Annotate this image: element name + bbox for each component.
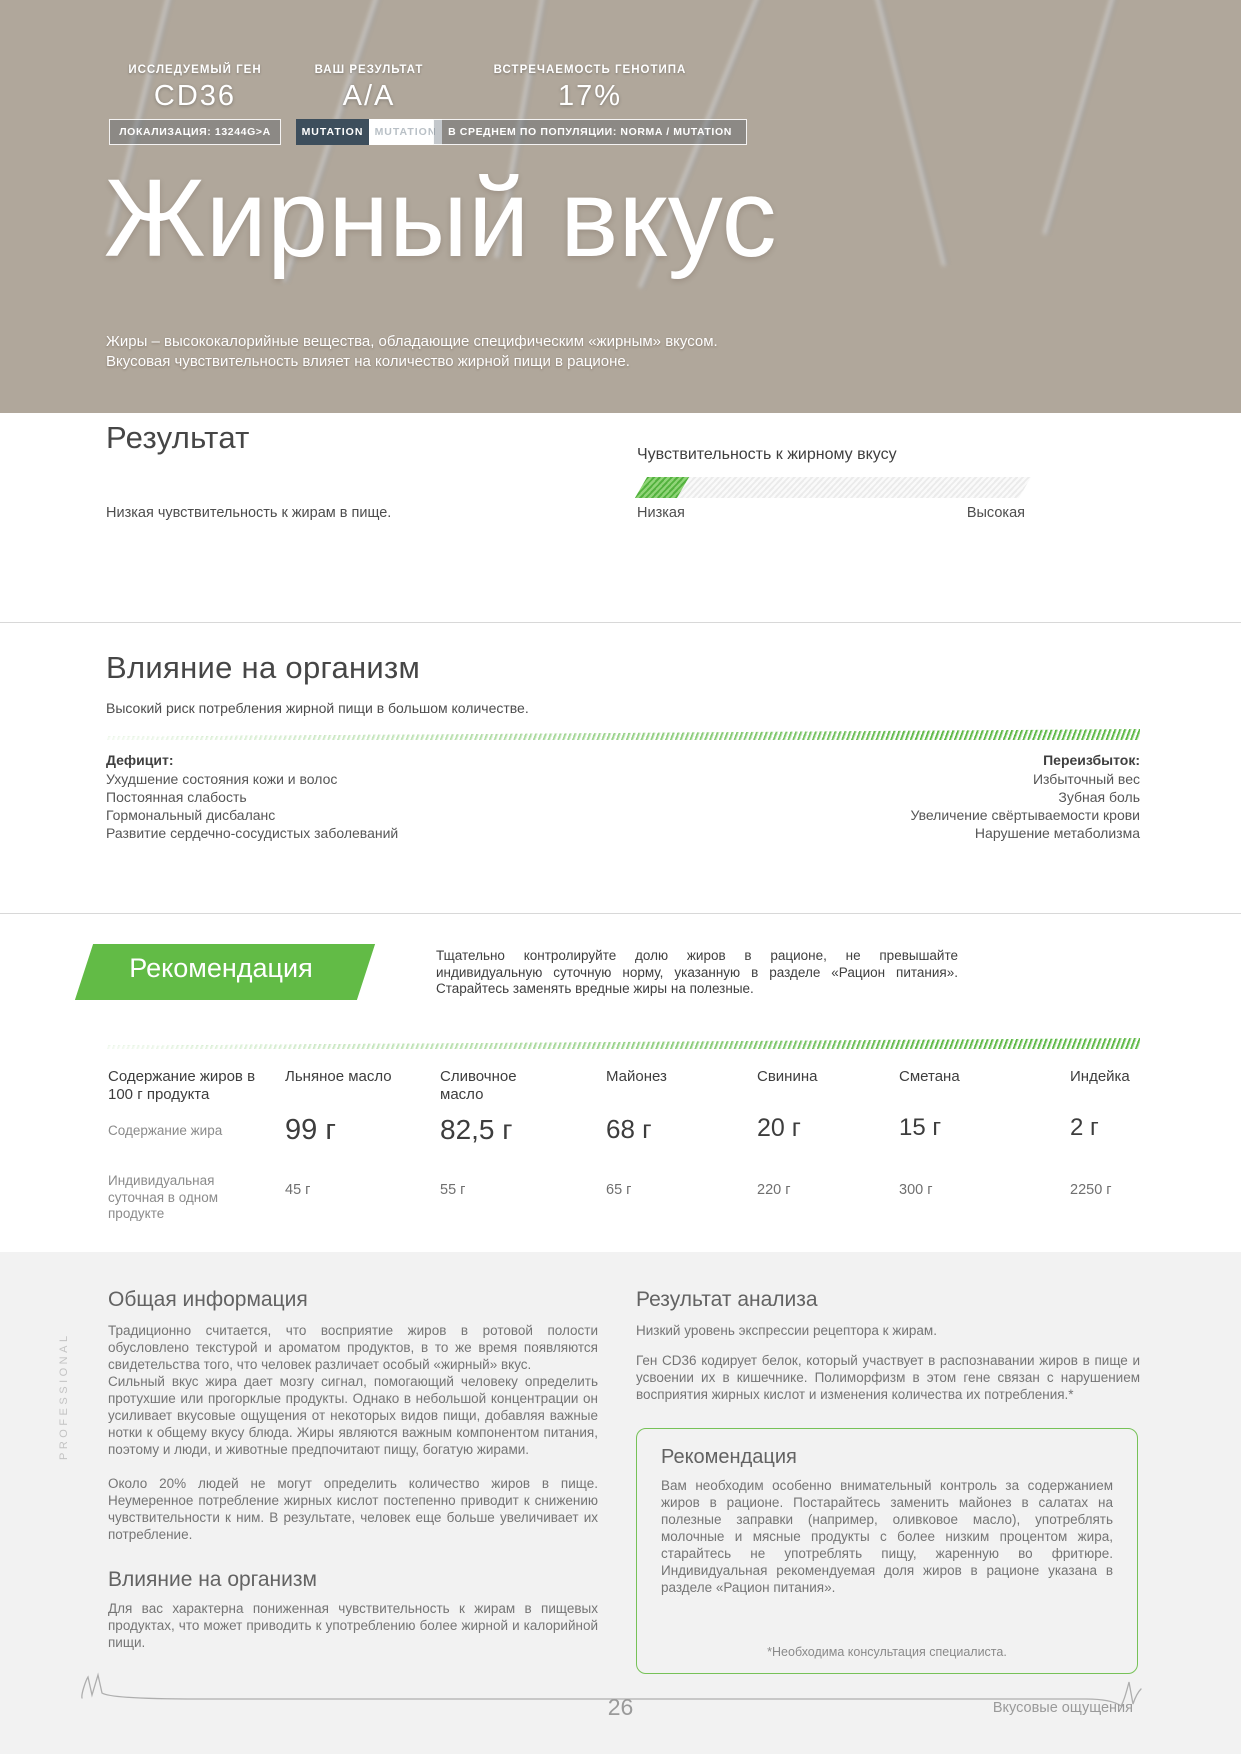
analysis-paragraph: Ген CD36 кодирует белок, который участвует в распознавании жиров в пище и усвоении их в кишечнике. Полиморфизм в этом гене связан с нарушением восприятия жирных кислот и изменения количества их потребления.*	[636, 1353, 1140, 1402]
general-info-paragraph: Традиционно считается, что восприятие жиров в ротовой полости обусловлено текстурой и ароматом продуктов, в то же время появляются свидетельства того, что человек различает особый «жирный» вкус.	[108, 1323, 598, 1372]
analysis-lead: Низкий уровень экспрессии рецептора к жирам.	[636, 1323, 937, 1338]
gauge-fill	[635, 477, 689, 498]
recommendation-box-heading: Рекомендация	[661, 1446, 797, 1468]
gene-column	[109, 64, 281, 145]
recommendation-banner-label: Рекомендация	[129, 953, 313, 983]
section-divider	[0, 913, 1241, 914]
excess-item: Нарушение метаболизма	[974, 825, 1140, 841]
page-number: 26	[607, 1694, 634, 1720]
analysis-heading: Результат анализа	[636, 1288, 818, 1311]
impact-subheading: Влияние на организм	[108, 1568, 317, 1591]
deficit-item: Развитие сердечно-сосудистых заболеваний	[106, 825, 399, 841]
gene-value: CD36	[153, 80, 237, 112]
mutation-option-inactive: MUTATION	[369, 119, 442, 145]
table-column-header: Сливочное масло	[440, 1068, 517, 1103]
excess-list	[660, 751, 1140, 842]
deficit-item: Ухудшение состояния кожи и волос	[106, 771, 338, 787]
page-title: Жирный вкус	[104, 157, 777, 280]
daily-row-label: Индивидуальная суточная в одном продукте	[108, 1173, 219, 1221]
gauge-min-label: Низкая	[637, 505, 685, 521]
impact-heading: Влияние на организм	[106, 650, 421, 685]
general-info-paragraph: Около 20% людей не могут определить количество жиров в пище. Неумеренное потребление жирных кислот постепенно приводит к снижению чувствительности к ним. В результате, человек еще больше увеличивает их потребление.	[108, 1476, 598, 1542]
excess-item: Избыточный вес	[1032, 771, 1140, 787]
excess-title: Переизбыток:	[1043, 752, 1140, 768]
result-value: A/A	[342, 80, 396, 112]
your-result-column	[296, 64, 442, 145]
genotype-frequency-column	[433, 64, 747, 145]
fat-value: 2 г	[1070, 1114, 1099, 1141]
footer-section-label: Вкусовые ощущения	[992, 1700, 1133, 1716]
daily-value: 300 г	[899, 1182, 933, 1198]
daily-value: 55 г	[440, 1182, 466, 1198]
frequency-label: ВСТРЕЧАЕМОСТЬ ГЕНОТИПА	[493, 64, 687, 76]
daily-value: 220 г	[757, 1182, 791, 1198]
impact-subtext: Высокий риск потребления жирной пищи в большом количестве.	[106, 700, 529, 716]
page-subtitle-line2: Вкусовая чувствительность влияет на количество жирной пищи в рационе.	[106, 353, 630, 370]
gene-label: ИССЛЕДУЕМЫЙ ГЕН	[128, 64, 262, 76]
excess-item: Увеличение свёртываемости крови	[910, 807, 1140, 823]
result-text: Низкая чувствительность к жирам в пище.	[106, 505, 392, 521]
deficit-item: Гормональный дисбаланс	[106, 807, 276, 823]
deficit-title: Дефицит:	[106, 752, 174, 768]
result-heading: Результат	[106, 420, 250, 455]
frequency-value: 17%	[557, 80, 623, 112]
daily-value: 45 г	[285, 1182, 311, 1198]
page-subtitle-line1: Жиры – высококалорийные вещества, обладающие специфическим «жирным» вкусом.	[106, 333, 718, 350]
fat-value: 99 г	[285, 1114, 336, 1146]
mutation-toggle	[296, 119, 442, 145]
table-column-header: Льняное масло	[285, 1068, 392, 1085]
general-info-paragraph: Сильный вкус жира дает мозгу сигнал, помогающий человеку определить протухшие или прогорклые продукты. Однако в небольшой концентрации он усиливает вкусовые ощущения от некоторых видов пищи, добавляя важные нотки к общему вкусу блюда. Жиры являются важным компонентом питания, поэтому и люди, и животные предпочитают пищу, богатую жирами.	[108, 1374, 598, 1457]
fat-value: 82,5 г	[440, 1114, 513, 1145]
result-label: ВАШ РЕЗУЛЬТАТ	[314, 64, 424, 76]
table-corner-header: Содержание жиров в 100 г продукта	[108, 1068, 256, 1103]
fat-row-label: Содержание жира	[108, 1123, 223, 1138]
recommendation-box	[636, 1428, 1138, 1674]
sensitivity-gauge	[635, 477, 1031, 498]
population-badge: В СРЕДНЕМ ПО ПОПУЛЯЦИИ: NORMA / MUTATION	[433, 119, 747, 145]
table-column-header: Свинина	[757, 1068, 818, 1085]
table-column-header: Сметана	[899, 1068, 960, 1085]
fat-value: 15 г	[899, 1114, 942, 1141]
daily-value: 65 г	[606, 1182, 632, 1198]
recommendation-box-text: Вам необходим особенно внимательный контроль за содержанием жиров в рационе. Постарайтесь заменить майонез в салатах на полезные заправки (например, оливковое масло), употреблять молочные и мясные продукты с более низким процентом жира, старайтесь не употреблять пищу, жаренную во фритюре. Индивидуальная рекомендуемая доля жиров в рационе указана в разделе «Рацион питания».	[661, 1478, 1113, 1595]
excess-item: Зубная боль	[1058, 789, 1140, 805]
green-stripe-bar	[106, 729, 1140, 740]
hero-section	[0, 0, 1241, 413]
professional-watermark: PROFESSIONAL	[58, 1332, 70, 1460]
general-info-heading: Общая информация	[108, 1288, 308, 1311]
table-column-header: Индейка	[1070, 1068, 1130, 1085]
gauge-max-label: Высокая	[966, 505, 1025, 521]
localization-badge: ЛОКАЛИЗАЦИЯ: 13244G>A	[109, 119, 281, 145]
fat-value: 20 г	[757, 1114, 801, 1142]
footnote: *Необходима консультация специалиста.	[767, 1645, 1007, 1659]
daily-value: 2250 г	[1070, 1182, 1112, 1198]
fat-content-table	[108, 1068, 1142, 1223]
table-column-header: Майонез	[606, 1068, 667, 1085]
fat-value: 68 г	[606, 1114, 652, 1144]
deficit-list	[106, 751, 586, 842]
section-divider	[0, 622, 1241, 623]
deficit-item: Постоянная слабость	[106, 789, 247, 805]
impact-paragraph: Для вас характерна пониженная чувствительность к жирам в пищевых продуктах, что может приводить к употреблению более жирной и калорийной пищи.	[108, 1601, 598, 1650]
gauge-title: Чувствительность к жирному вкусу	[637, 446, 897, 463]
recommendation-text: Тщательно контролируйте долю жиров в рационе, не превышайте индивидуальную суточную норму, указанную в разделе «Рацион питания». Старайтесь заменять вредные жиры на полезные.	[436, 948, 958, 996]
mutation-option-active: MUTATION	[296, 119, 369, 145]
green-stripe-bar	[106, 1038, 1140, 1049]
